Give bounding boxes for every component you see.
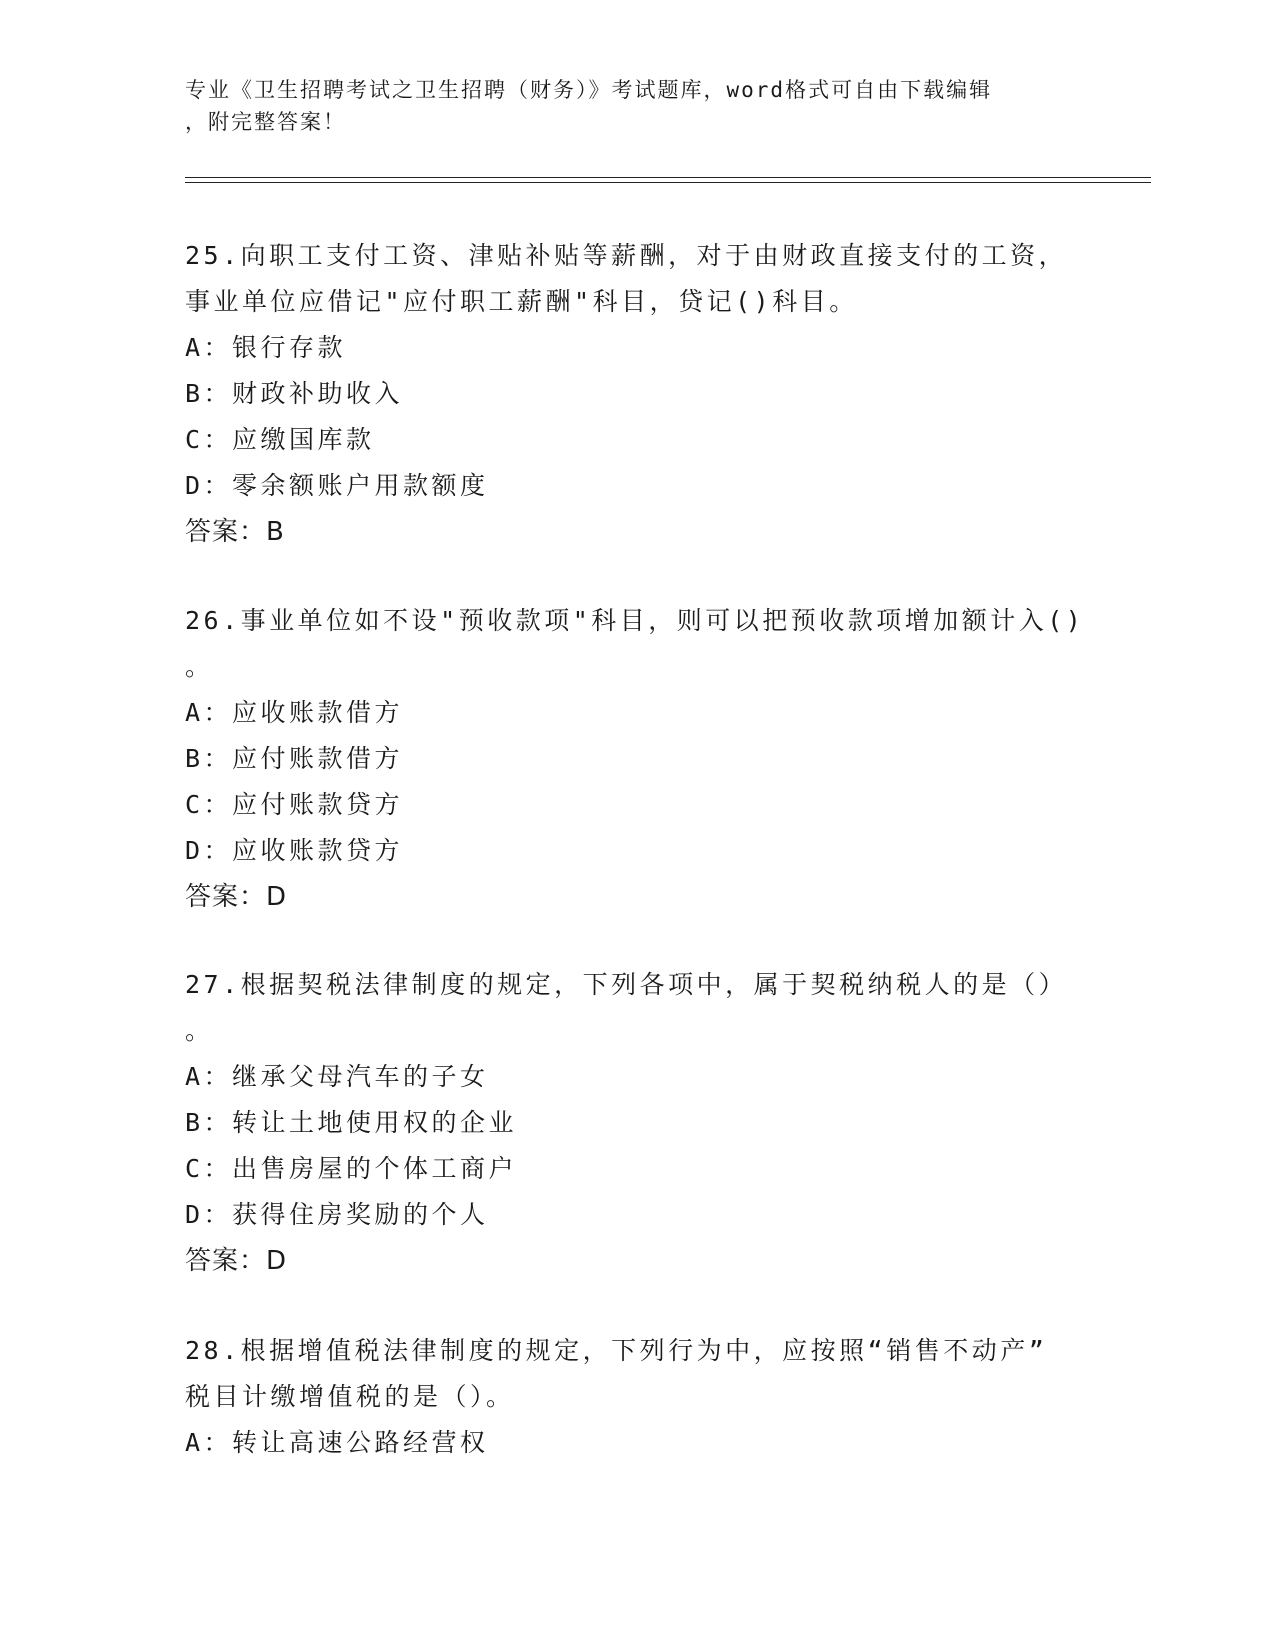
question-26 bbox=[185, 598, 1085, 920]
option-b: B：应付账款借方 bbox=[185, 744, 404, 773]
option-d: D：应收账款贷方 bbox=[185, 836, 404, 865]
header-divider-top bbox=[185, 177, 1151, 178]
question-text-line: 26.事业单位如不设"预收款项"科目，则可以把预收款项增加额计入() bbox=[185, 606, 1085, 635]
option-a: A：继承父母汽车的子女 bbox=[185, 1062, 489, 1091]
question-text-line: 。 bbox=[185, 652, 214, 681]
answer: 答案：B bbox=[185, 517, 285, 547]
option-c: C：出售房屋的个体工商户 bbox=[185, 1154, 518, 1183]
answer: 答案：D bbox=[185, 1246, 288, 1276]
question-text-line: 25.向职工支付工资、津贴补贴等薪酬，对于由财政直接支付的工资， bbox=[185, 241, 1068, 270]
question-27 bbox=[185, 962, 1085, 1284]
question-text-line: 税目计缴增值税的是（）。 bbox=[185, 1382, 515, 1411]
answer: 答案：D bbox=[185, 882, 288, 912]
option-a: A：应收账款借方 bbox=[185, 698, 404, 727]
option-b: B：转让土地使用权的企业 bbox=[185, 1108, 518, 1137]
question-text-line: 事业单位应借记"应付职工薪酬"科目，贷记()科目。 bbox=[185, 287, 858, 316]
option-d: D：零余额账户用款额度 bbox=[185, 471, 489, 500]
document-header bbox=[185, 74, 1065, 138]
option-c: C：应缴国库款 bbox=[185, 425, 375, 454]
option-c: C：应付账款贷方 bbox=[185, 790, 404, 819]
question-text-line: 。 bbox=[185, 1016, 214, 1045]
option-b: B：财政补助收入 bbox=[185, 379, 404, 408]
question-text-line: 28.根据增值税法律制度的规定，下列行为中，应按照“销售不动产” bbox=[185, 1336, 1048, 1365]
option-a: A：转让高速公路经营权 bbox=[185, 1428, 489, 1457]
question-28 bbox=[185, 1328, 1085, 1466]
option-d: D：获得住房奖励的个人 bbox=[185, 1200, 489, 1229]
option-a: A：银行存款 bbox=[185, 333, 347, 362]
question-25 bbox=[185, 233, 1085, 555]
header-divider-bottom bbox=[185, 182, 1151, 183]
header-line-2: ，附完整答案！ bbox=[185, 110, 346, 134]
header-line-1: 专业《卫生招聘考试之卫生招聘（财务）》考试题库，word格式可自由下载编辑 bbox=[185, 78, 993, 102]
question-text-line: 27.根据契税法律制度的规定，下列各项中，属于契税纳税人的是（） bbox=[185, 970, 1068, 999]
